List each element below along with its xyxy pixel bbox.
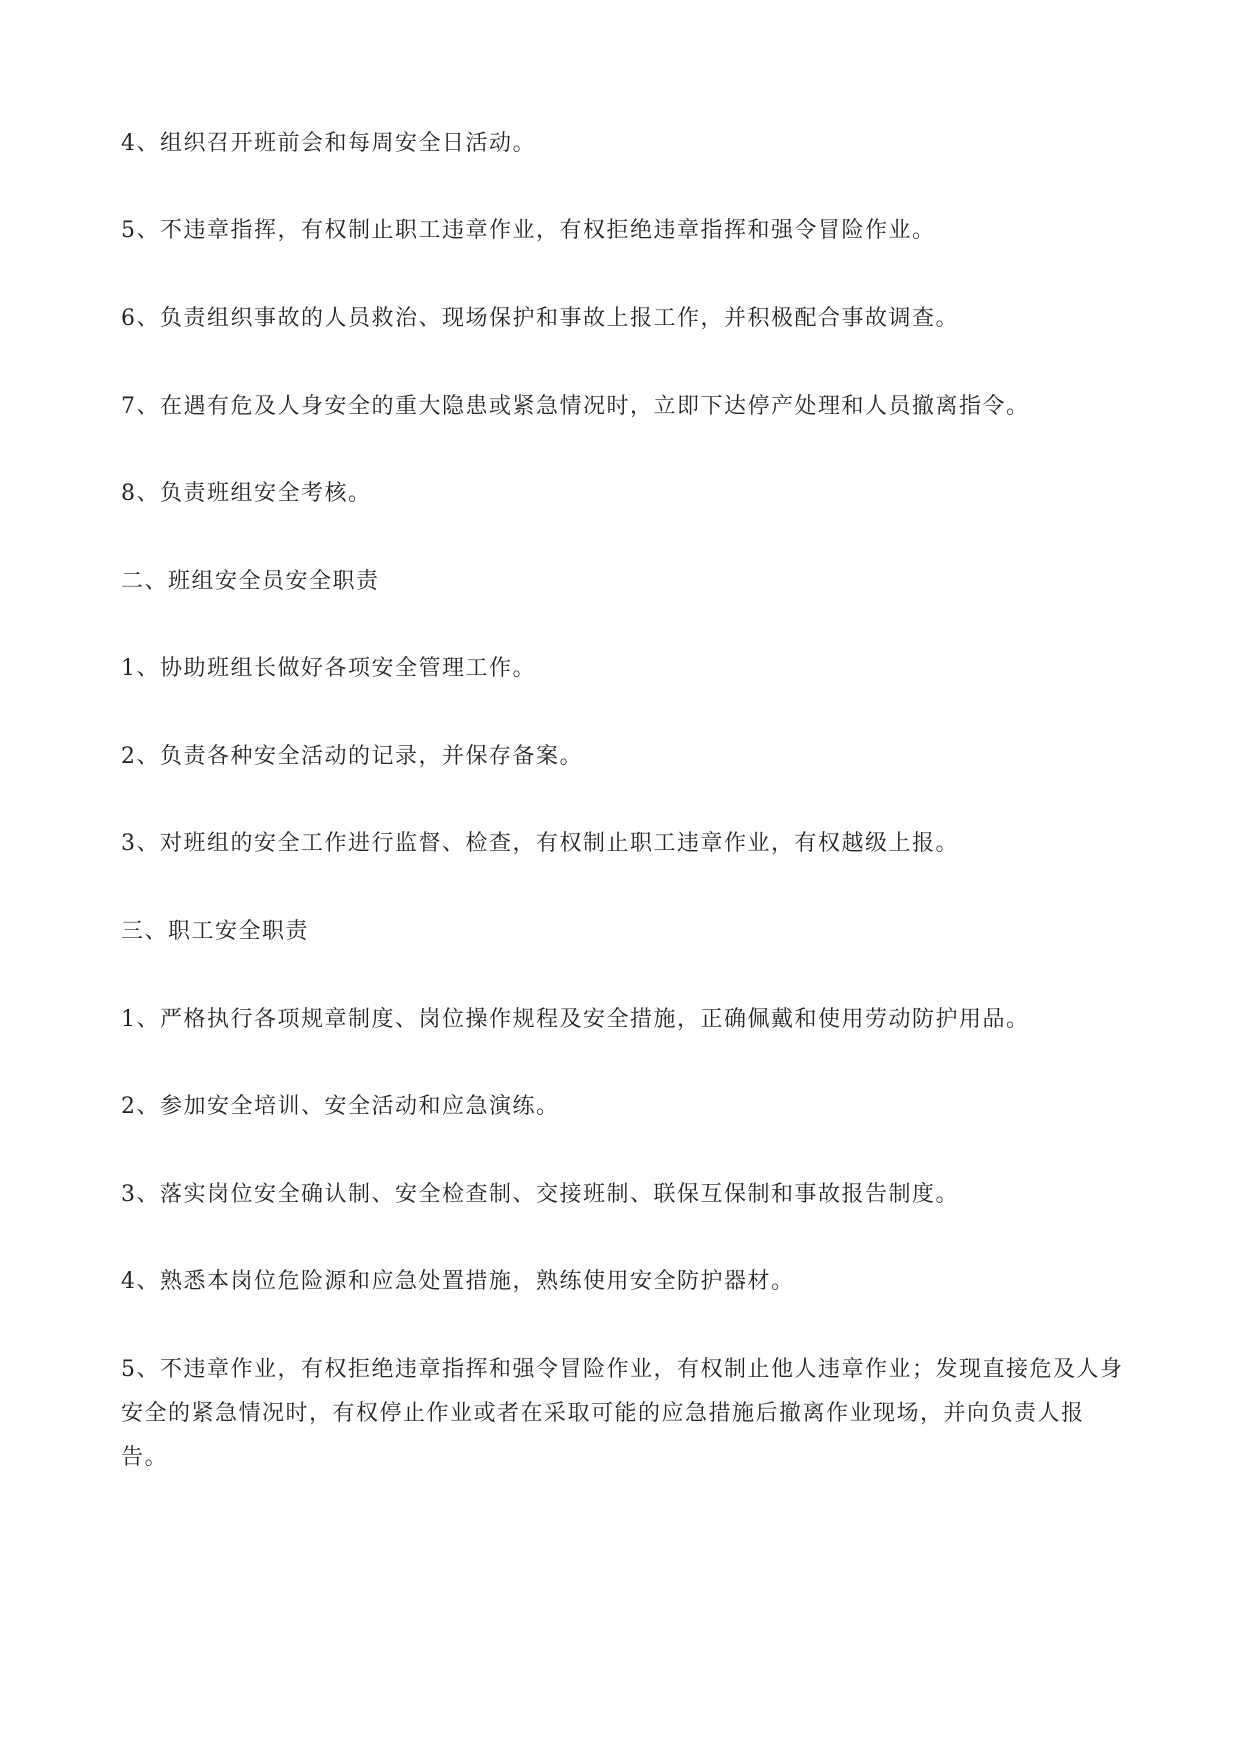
paragraph-team-leader-item-6: 6、负责组织事故的人员救治、现场保护和事故上报工作，并积极配合事故调查。 — [121, 306, 959, 331]
paragraph-employee-item-2: 2、参加安全培训、安全活动和应急演练。 — [121, 1094, 560, 1119]
paragraph-employee-item-4: 4、熟悉本岗位危险源和应急处置措施，熟练使用安全防护器材。 — [121, 1269, 795, 1294]
paragraph-team-leader-item-4: 4、组织召开班前会和每周安全日活动。 — [121, 131, 536, 156]
paragraph-team-leader-item-8: 8、负责班组安全考核。 — [121, 481, 372, 506]
paragraph-team-leader-item-5: 5、不违章指挥，有权制止职工违章作业，有权拒绝违章指挥和强令冒险作业。 — [121, 218, 936, 243]
paragraph-safety-officer-item-2: 2、负责各种安全活动的记录，并保存备案。 — [121, 744, 583, 769]
section-heading-safety-officer: 二、班组安全员安全职责 — [121, 569, 380, 594]
paragraph-employee-item-3: 3、落实岗位安全确认制、安全检查制、交接班制、联保互保制和事故报告制度。 — [121, 1182, 959, 1207]
paragraph-employee-item-5: 5、不违章作业，有权拒绝违章指挥和强令冒险作业，有权制止他人违章作业；发现直接危及人身安全的紧急情况时，有权停止作业或者在采取可能的应急措施后撤离作业现场，并向负责人报告。 — [121, 1357, 1124, 1470]
section-heading-employee: 三、职工安全职责 — [121, 919, 310, 944]
paragraph-safety-officer-item-1: 1、协助班组长做好各项安全管理工作。 — [121, 656, 536, 681]
paragraph-team-leader-item-7: 7、在遇有危及人身安全的重大隐患或紧急情况时，立即下达停产处理和人员撤离指令。 — [121, 394, 1030, 419]
paragraph-employee-item-1: 1、严格执行各项规章制度、岗位操作规程及安全措施，正确佩戴和使用劳动防护用品。 — [121, 1007, 1030, 1032]
paragraph-safety-officer-item-3: 3、对班组的安全工作进行监督、检查，有权制止职工违章作业，有权越级上报。 — [121, 831, 959, 856]
